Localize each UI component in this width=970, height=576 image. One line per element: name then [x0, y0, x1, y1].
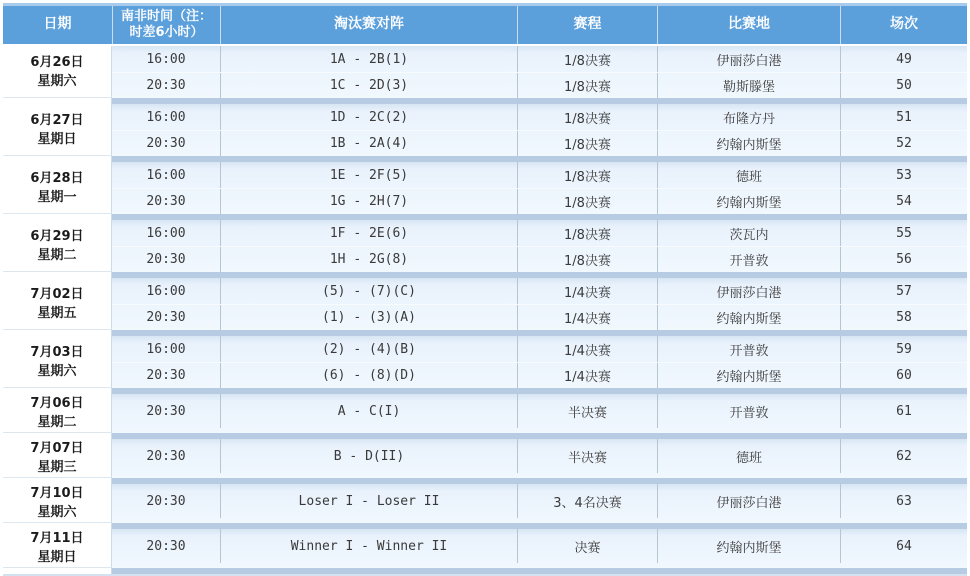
knockout-schedule-table — [3, 3, 967, 576]
venue-cell: 约翰内斯堡 — [657, 363, 840, 388]
group-rows — [112, 220, 967, 272]
fixture-cell: 1B - 2A(4) — [220, 131, 517, 156]
kickoff-time-cell: 20:30 — [146, 252, 186, 267]
date-text: 7月10日 — [30, 486, 84, 501]
fixture-cell: 1G - 2H(7) — [220, 189, 517, 214]
date-text: 7月03日 — [30, 344, 84, 360]
kickoff-time-cell: 20:30 — [146, 310, 186, 325]
match-number-cell: 55 — [840, 220, 967, 246]
weekday-text: 星期六 — [37, 363, 77, 379]
match-row — [112, 220, 967, 246]
date-text: 6月27日 — [30, 112, 84, 128]
round-cell: 半决赛 — [517, 439, 657, 473]
round-cell: 1/4决赛 — [517, 305, 657, 330]
match-number-cell: 63 — [840, 484, 967, 518]
fixture-cell: B - D(II) — [220, 439, 517, 473]
round-cell: 1/4决赛 — [517, 278, 657, 304]
venue-cell: 约翰内斯堡 — [657, 305, 840, 330]
date-cell — [3, 529, 112, 568]
kickoff-time-cell: 20:30 — [146, 448, 186, 464]
date-cell — [3, 104, 112, 156]
group-separator-date-gap — [3, 568, 112, 574]
round-cell: 1/8决赛 — [517, 104, 657, 130]
kickoff-time-cell: 20:30 — [146, 403, 186, 419]
venue-cell: 约翰内斯堡 — [657, 131, 840, 156]
fixture-cell: 1C - 2D(3) — [220, 73, 517, 98]
round-cell: 1/8决赛 — [517, 131, 657, 156]
kickoff-time-cell: 20:30 — [146, 78, 186, 93]
group-separator — [3, 568, 967, 574]
group-rows — [112, 394, 967, 433]
kickoff-time-cell: 16:00 — [146, 51, 186, 67]
match-number-cell: 60 — [840, 363, 967, 388]
kickoff-time-cell: 20:30 — [146, 368, 186, 383]
fixture-cell: (1) - (3)(A) — [220, 305, 517, 330]
round-cell: 1/8决赛 — [517, 162, 657, 188]
round-cell: 1/8决赛 — [517, 247, 657, 272]
fixture-cell: Winner I - Winner II — [220, 529, 517, 563]
match-row — [112, 130, 967, 156]
date-text: 6月29日 — [30, 228, 84, 244]
date-text: 7月07日 — [30, 441, 84, 456]
kickoff-time-cell: 16:00 — [146, 341, 186, 357]
kickoff-time-cell: 16:00 — [146, 225, 186, 241]
kickoff-time-cell: 20:30 — [146, 538, 186, 554]
fixture-cell: 1H - 2G(8) — [220, 247, 517, 272]
fixture-cell: (5) - (7)(C) — [220, 278, 517, 304]
weekday-text: 星期日 — [37, 550, 77, 565]
venue-cell: 约翰内斯堡 — [657, 529, 840, 563]
date-group — [3, 162, 967, 214]
date-cell — [3, 220, 112, 272]
fixture-cell: (2) - (4)(B) — [220, 336, 517, 362]
round-cell: 决赛 — [517, 529, 657, 563]
venue-cell: 伊丽莎白港 — [657, 46, 840, 72]
weekday-text: 星期一 — [37, 189, 77, 205]
match-row — [112, 439, 967, 473]
venue-cell: 德班 — [657, 439, 840, 473]
date-group — [3, 439, 967, 478]
group-rows — [112, 104, 967, 156]
table-header-row — [3, 3, 967, 44]
kickoff-time-cell: 16:00 — [146, 167, 186, 183]
match-row — [112, 484, 967, 518]
fixture-cell: A - C(I) — [220, 394, 517, 428]
match-row — [112, 394, 967, 428]
match-row — [112, 278, 967, 304]
venue-cell: 伊丽莎白港 — [657, 278, 840, 304]
weekday-text: 星期三 — [37, 460, 77, 475]
date-cell — [3, 394, 112, 433]
header-time-line1: 南非时间（注： — [120, 8, 212, 24]
date-group — [3, 46, 967, 98]
group-rows — [112, 529, 967, 568]
fixture-cell: 1E - 2F(5) — [220, 162, 517, 188]
weekday-text: 星期日 — [37, 131, 77, 147]
header-match — [220, 6, 517, 44]
header-time-line2: 时差6小时） — [129, 25, 204, 40]
weekday-text: 星期五 — [37, 305, 77, 321]
match-row — [112, 304, 967, 330]
date-group — [3, 394, 967, 433]
match-row — [112, 188, 967, 214]
round-cell: 半决赛 — [517, 394, 657, 428]
header-date — [3, 6, 112, 44]
group-rows — [112, 336, 967, 388]
date-text: 7月02日 — [30, 286, 84, 302]
header-stage-label: 赛程 — [573, 16, 602, 33]
kickoff-time-cell: 20:30 — [146, 493, 186, 509]
round-cell: 1/8决赛 — [517, 73, 657, 98]
weekday-text: 星期六 — [37, 73, 77, 89]
match-number-cell: 52 — [840, 131, 967, 156]
date-text: 7月11日 — [30, 531, 84, 546]
weekday-text: 星期二 — [37, 247, 77, 263]
match-number-cell: 53 — [840, 162, 967, 188]
group-rows — [112, 439, 967, 478]
date-cell — [3, 278, 112, 330]
header-venue-label: 比赛地 — [728, 16, 770, 33]
venue-cell: 开普敦 — [657, 394, 840, 428]
header-time — [112, 6, 220, 44]
match-row — [112, 162, 967, 188]
header-match-label: 淘汰赛对阵 — [334, 16, 404, 33]
match-number-cell: 61 — [840, 394, 967, 428]
round-cell: 1/4决赛 — [517, 363, 657, 388]
kickoff-time-cell: 20:30 — [146, 136, 186, 151]
match-number-cell: 58 — [840, 305, 967, 330]
date-text: 6月26日 — [30, 54, 84, 70]
venue-cell: 伊丽莎白港 — [657, 484, 840, 518]
date-cell — [3, 336, 112, 388]
venue-cell: 勒斯滕堡 — [657, 73, 840, 98]
match-number-cell: 54 — [840, 189, 967, 214]
date-cell — [3, 484, 112, 523]
date-group — [3, 336, 967, 388]
match-number-cell: 51 — [840, 104, 967, 130]
table-body — [3, 46, 967, 576]
round-cell: 3、4名决赛 — [517, 484, 657, 518]
match-number-cell: 50 — [840, 73, 967, 98]
round-cell: 1/4决赛 — [517, 336, 657, 362]
kickoff-time-cell: 20:30 — [146, 194, 186, 209]
header-venue — [657, 6, 840, 44]
header-stage — [517, 6, 657, 44]
group-rows — [112, 278, 967, 330]
group-rows — [112, 46, 967, 98]
match-number-cell: 59 — [840, 336, 967, 362]
match-number-cell: 49 — [840, 46, 967, 72]
round-cell: 1/8决赛 — [517, 189, 657, 214]
fixture-cell: (6) - (8)(D) — [220, 363, 517, 388]
date-text: 7月06日 — [30, 396, 84, 411]
match-row — [112, 362, 967, 388]
venue-cell: 约翰内斯堡 — [657, 189, 840, 214]
group-rows — [112, 484, 967, 523]
date-cell — [3, 162, 112, 214]
match-row — [112, 246, 967, 272]
fixture-cell: 1A - 2B(1) — [220, 46, 517, 72]
match-number-cell: 57 — [840, 278, 967, 304]
kickoff-time-cell: 16:00 — [146, 283, 186, 299]
group-rows — [112, 162, 967, 214]
fixture-cell: Loser I - Loser II — [220, 484, 517, 518]
header-date-label: 日期 — [43, 16, 72, 33]
match-row — [112, 336, 967, 362]
match-row — [112, 72, 967, 98]
fixture-cell: 1F - 2E(6) — [220, 220, 517, 246]
kickoff-time-cell: 16:00 — [146, 109, 186, 125]
venue-cell: 开普敦 — [657, 247, 840, 272]
match-number-cell: 56 — [840, 247, 967, 272]
date-group — [3, 278, 967, 330]
match-row — [112, 529, 967, 563]
header-match-number — [840, 6, 967, 44]
match-row — [112, 46, 967, 72]
round-cell: 1/8决赛 — [517, 220, 657, 246]
match-row — [112, 104, 967, 130]
date-group — [3, 529, 967, 568]
date-cell — [3, 46, 112, 98]
venue-cell: 布隆方丹 — [657, 104, 840, 130]
venue-cell: 德班 — [657, 162, 840, 188]
date-group — [3, 104, 967, 156]
venue-cell: 开普敦 — [657, 336, 840, 362]
round-cell: 1/8决赛 — [517, 46, 657, 72]
match-number-cell: 62 — [840, 439, 967, 473]
date-cell — [3, 439, 112, 478]
date-text: 6月28日 — [30, 170, 84, 186]
match-number-cell: 64 — [840, 529, 967, 563]
date-group — [3, 220, 967, 272]
date-group — [3, 484, 967, 523]
header-match-number-label: 场次 — [890, 16, 918, 33]
weekday-text: 星期二 — [37, 415, 77, 430]
venue-cell: 茨瓦内 — [657, 220, 840, 246]
group-separator-bar — [112, 568, 967, 574]
weekday-text: 星期六 — [37, 505, 77, 520]
fixture-cell: 1D - 2C(2) — [220, 104, 517, 130]
